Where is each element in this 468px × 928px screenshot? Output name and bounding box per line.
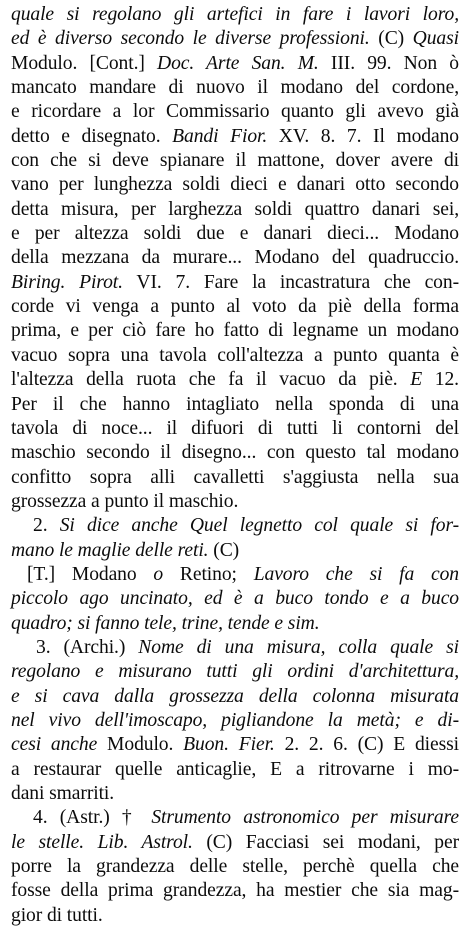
italic-text-segment: Nome di una misura, colla quale si — [138, 636, 459, 658]
italic-text-segment: Si dice anche Quel legnetto col quale si for- — [59, 515, 459, 537]
text-line — [11, 709, 459, 733]
text-segment: vano per lunghezza soldi dieci e danari otto secondo — [11, 174, 459, 196]
text-segment: Modulo. — [107, 734, 184, 756]
italic-text-segment: E — [410, 369, 423, 391]
text-segment: dani smarriti. — [11, 783, 115, 804]
italic-text-segment: Bandi Fior. — [172, 125, 268, 147]
text-segment: mancato mandare di nuovo il modano del cordone, — [11, 77, 459, 99]
text-segment: tavola di noce... il difuori di tutti li contorni del — [11, 417, 459, 439]
text-segment: 2. 2. 6. (C) E diessi — [274, 734, 459, 756]
italic-text-segment: quale si regolano gli artefici in fare i lavori loro, — [11, 4, 459, 25]
italic-text-segment: Doc. Arte San. M. — [157, 52, 319, 74]
text-segment: fosse della prima grandezza, ha mestier che sia mag- — [11, 880, 459, 902]
text-line — [11, 806, 459, 830]
text-segment: (C) — [378, 28, 413, 50]
text-segment: grossezza a punto il maschio. — [11, 490, 239, 512]
text-line — [11, 587, 459, 611]
text-line — [11, 100, 459, 124]
text-line — [11, 149, 459, 173]
text-segment: e ricordare a lor Commissario quanto gli avevo già — [11, 101, 459, 123]
text-segment: maschio secondo il disegno... con questo tal modano — [11, 442, 459, 464]
italic-text-segment: e si cava dalla grossezza della colonna misurata — [11, 685, 459, 707]
text-line — [11, 758, 459, 782]
text-line — [11, 612, 459, 636]
text-line — [11, 198, 459, 222]
text-line — [11, 539, 459, 563]
text-segment: [T.] Modano — [27, 563, 154, 585]
text-line — [11, 76, 459, 100]
text-line — [11, 563, 459, 587]
text-segment: 3. (Archi.) — [36, 636, 139, 658]
text-segment: prima, e per ciò fare ho fatto di legname un modano — [11, 320, 459, 342]
italic-text-segment: Lavoro che si fa con — [253, 563, 459, 585]
text-line — [11, 125, 459, 149]
italic-text-segment: Quasi — [412, 28, 459, 50]
text-segment: 2. — [33, 515, 60, 537]
text-segment: della mezzana da murare... Modano del quadruccio. — [11, 247, 459, 269]
italic-text-segment: regolano e misurano tutti gli ordini d'architettura, — [11, 661, 459, 683]
italic-text-segment: le stelle. Lib. Astrol. — [11, 831, 193, 853]
text-segment: l'altezza della ruota che fa il vacuo da piè. — [11, 369, 411, 391]
text-line — [11, 660, 459, 684]
text-line — [11, 271, 459, 295]
text-segment: gior di tutti. — [11, 904, 103, 926]
italic-text-segment: quadro; si fanno tele, trine, tende e sim. — [11, 612, 320, 634]
text-segment: III. 99. Non ò — [318, 52, 459, 74]
text-line — [11, 246, 459, 270]
text-line — [11, 733, 459, 757]
text-segment: VI. 7. Fare la incastratura che con- — [122, 271, 459, 293]
text-segment: vacuo sopra una tavola coll'altezza a punto quanta è — [11, 344, 459, 366]
text-segment: detto e disegnato. — [11, 125, 173, 147]
text-line — [11, 490, 459, 514]
text-line — [11, 879, 459, 903]
text-segment: Per il che hanno intagliato nella sponda di una — [11, 393, 459, 415]
text-segment: porre la grandezza delle stelle, perchè quella che — [11, 856, 459, 878]
italic-text-segment: Buon. Fier. — [183, 734, 275, 756]
text-segment: 4. (Astr.) † — [33, 807, 152, 829]
text-line — [11, 368, 459, 392]
text-line — [11, 222, 459, 246]
text-line — [11, 855, 459, 879]
text-line — [11, 27, 459, 51]
text-line — [11, 466, 459, 490]
italic-text-segment: piccolo ago uncinato, ed è a buco tondo e a buco — [11, 588, 459, 610]
text-line — [11, 831, 459, 855]
text-segment: confitto sopra alli cavalletti s'aggiusta nella sua — [11, 466, 459, 488]
text-line — [11, 319, 459, 343]
text-segment: Retino; — [163, 563, 254, 585]
text-segment: e per altezza soldi due e danari dieci... Modano — [11, 223, 459, 245]
text-line — [11, 52, 459, 76]
text-line — [11, 417, 459, 441]
text-segment: detta misura, per larghezza soldi quattro danari sei, — [11, 198, 459, 220]
italic-text-segment: ed è diverso secondo le diverse professioni. — [11, 28, 379, 50]
text-line — [11, 782, 459, 806]
text-line — [11, 173, 459, 197]
text-line — [11, 441, 459, 465]
text-line — [11, 3, 459, 27]
text-line — [11, 344, 459, 368]
italic-text-segment: mano le maglie delle reti. — [11, 539, 209, 561]
italic-text-segment: o — [153, 563, 164, 585]
text-segment: a restaurar quelle anticaglie, E a ritrovarne i mo- — [11, 758, 459, 780]
text-line — [11, 393, 459, 417]
text-line — [11, 514, 459, 538]
italic-text-segment: Strumento astronomico per misurare — [151, 807, 459, 829]
text-segment: 12. — [422, 369, 459, 391]
text-segment: corde vi venga a punto al voto da piè della forma — [11, 296, 459, 318]
italic-text-segment: Biring. Pirot. — [11, 271, 123, 293]
text-line — [11, 685, 459, 709]
text-segment: con che si deve spianare il mattone, dover avere di — [11, 150, 459, 172]
text-line — [11, 295, 459, 319]
text-segment: XV. 8. 7. Il modano — [267, 125, 459, 147]
text-line — [11, 636, 459, 660]
text-segment: Modulo. [Cont.] — [11, 52, 158, 74]
text-segment: (C) — [208, 539, 240, 561]
italic-text-segment: nel vivo dell'imoscapo, pigliandone la metà; e di- — [11, 709, 459, 731]
italic-text-segment: cesi anche — [11, 734, 108, 756]
text-segment: (C) Facciasi sei modani, per — [192, 831, 459, 853]
text-line — [11, 904, 459, 928]
